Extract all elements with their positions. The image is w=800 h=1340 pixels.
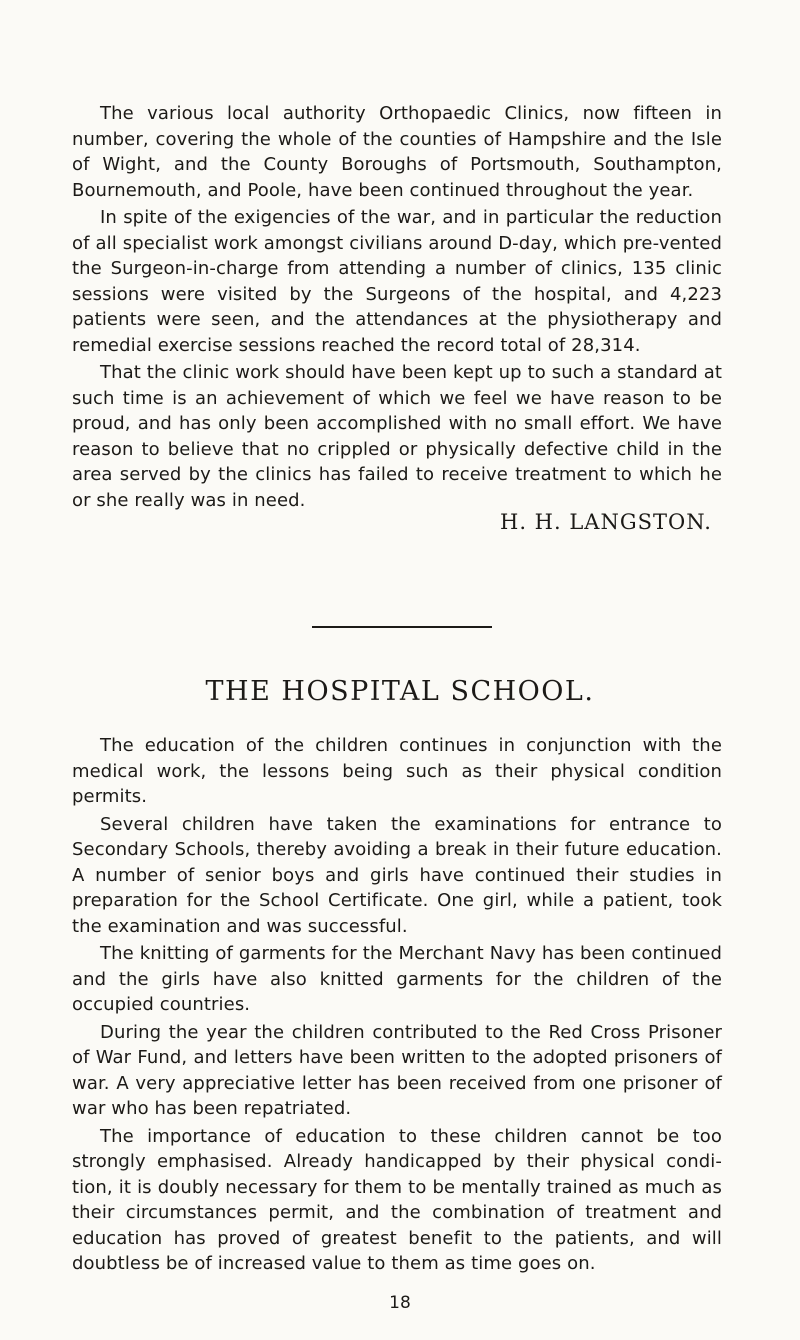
- section-divider: [312, 626, 492, 628]
- clinics-section: [72, 101, 722, 513]
- paragraph: Several children have taken the examinations for entrance to Secondary Schools, thereby avoiding a break in their future education. A number of senior boys and girls have continued their studies in preparation for the School Certificate. One girl, while a patient, took the examination and was successful.: [72, 813, 722, 937]
- paragraph: During the year the children contributed to the Red Cross Prisoner of War Fund, and letters have been written to the adopted prisoners of war. A very appreciative letter has been received from one prisoner of war who has been repatriated.: [72, 1021, 722, 1119]
- paragraph: In spite of the exigencies of the war, and in particular the reduction of all specialist work amongst civilians around D-day, which pre-vented the Surgeon-in-charge from attending a number of clinics, 135 clinic sessions were visited by the Surgeons of the hospital, and 4,223 patients were seen, and the attendances at the physiotherapy and remedial exercise sessions reached the record total of 28,314.: [72, 207, 722, 356]
- paragraph: The importance of education to these children cannot be too strongly emphasised. Already handicapped by their physical condi-tion, it is doubly necessary for them to be mentally trained as much as their circumstances permit, and the combination of treatment and education has proved of greatest benefit to the patients, and will doubtless be of increased value to them as time goes on.: [72, 1125, 722, 1274]
- section-heading: THE HOSPITAL SCHOOL.: [205, 676, 595, 707]
- paragraph: The various local authority Orthopaedic Clinics, now fifteen in number, covering the whole of the counties of Hampshire and the Isle of Wight, and the County Boroughs of Portsmouth, Southampton, Bournemouth, and Poole, have been continued throughout the year.: [72, 103, 722, 201]
- signature: H. H. LANGSTON.: [500, 510, 712, 534]
- page-number: 18: [389, 1293, 411, 1313]
- paragraph: That the clinic work should have been kept up to such a standard at such time is an achievement of which we feel we have reason to be proud, and has only been accomplished with no small effort. We have reason to believe that no crippled or physically defective child in the area served by the clinics has failed to receive treatment to which he or she really was in need.: [72, 362, 722, 511]
- school-section: [72, 733, 722, 1277]
- paragraph: The education of the children continues in conjunction with the medical work, the lessons being such as their physical condition permits.: [72, 735, 722, 807]
- paragraph: The knitting of garments for the Merchant Navy has been continued and the girls have also knitted garments for the children of the occupied countries.: [72, 943, 722, 1015]
